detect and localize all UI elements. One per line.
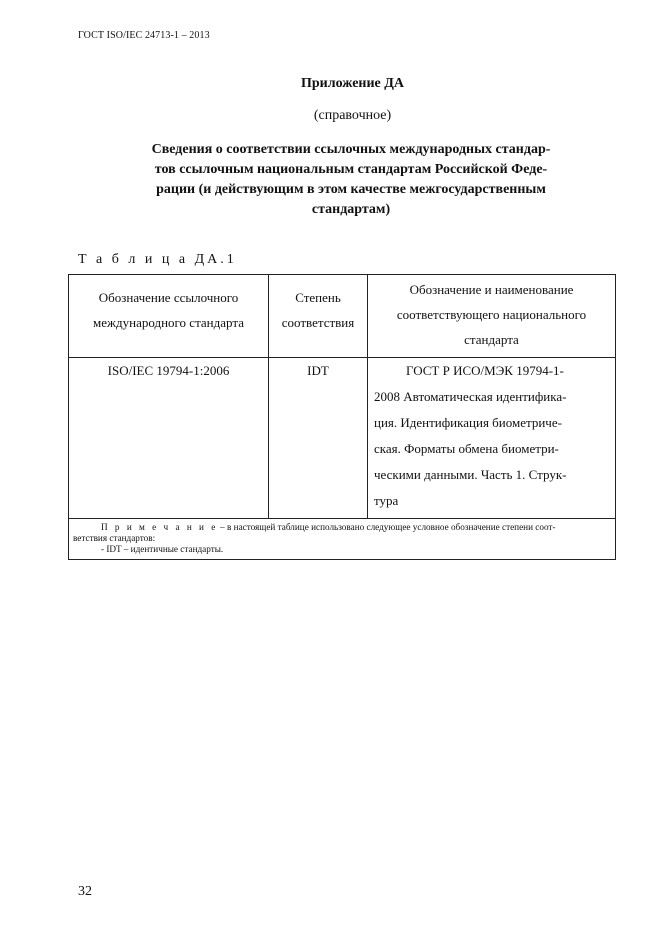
header-line: Обозначение ссылочного <box>98 290 239 305</box>
header-line: соответствия <box>281 315 355 330</box>
cell-degree: IDT <box>269 358 368 519</box>
note-label: П р и м е ч а н и е <box>101 522 218 532</box>
header-national-standard <box>368 275 616 358</box>
appendix-heading <box>108 140 594 220</box>
cell-line: ческими данными. Часть 1. Струк- <box>374 467 567 482</box>
table-note <box>69 519 616 560</box>
header-line: соответствующего национального <box>396 307 587 322</box>
table-caption: Т а б л и ц а ДА.1 <box>78 252 237 267</box>
header-intl-standard <box>69 275 269 358</box>
cell-line: ция. Идентификация биометриче- <box>374 415 562 430</box>
appendix-title: Приложение ДА <box>300 76 405 91</box>
cell-line: ская. Форматы обмена биометри- <box>374 441 559 456</box>
heading-line: Сведения о соответствии ссылочных международных стандар- <box>151 142 551 157</box>
note-text: – в настоящей таблице использовано следующее условное обозначение степени соот- <box>217 522 556 532</box>
document-code: ГОСТ ISO/IEC 24713-1 – 2013 <box>78 30 210 41</box>
table-row <box>69 358 616 519</box>
note-line: ветствия стандартов: <box>73 533 156 543</box>
note-line <box>73 522 611 533</box>
header-degree <box>269 275 368 358</box>
header-line: Обозначение и наименование <box>409 282 574 297</box>
cell-national-standard <box>368 358 616 519</box>
note-line: - IDT – идентичные стандарты. <box>101 544 224 554</box>
heading-line: тов ссылочным национальным стандартам Российской Феде- <box>154 162 548 177</box>
cell-line: ГОСТ Р ИСО/МЭК 19794-1- <box>406 363 564 378</box>
cell-line: 2008 Автоматическая идентифика- <box>374 389 567 404</box>
page-number: 32 <box>78 884 92 899</box>
header-line: Степень <box>295 290 341 305</box>
header-line: международного стандарта <box>93 315 244 330</box>
correspondence-table <box>68 274 616 560</box>
table-header-row <box>69 275 616 358</box>
appendix-subtitle: (справочное) <box>313 108 392 123</box>
heading-line: рации (и действующим в этом качестве межгосударственным <box>156 182 546 197</box>
heading-line: стандартам) <box>311 202 391 217</box>
header-line: стандарта <box>464 332 519 347</box>
cell-line: тура <box>374 493 399 508</box>
table-note-row <box>69 519 616 560</box>
cell-intl-standard: ISO/IEC 19794-1:2006 <box>69 358 269 519</box>
